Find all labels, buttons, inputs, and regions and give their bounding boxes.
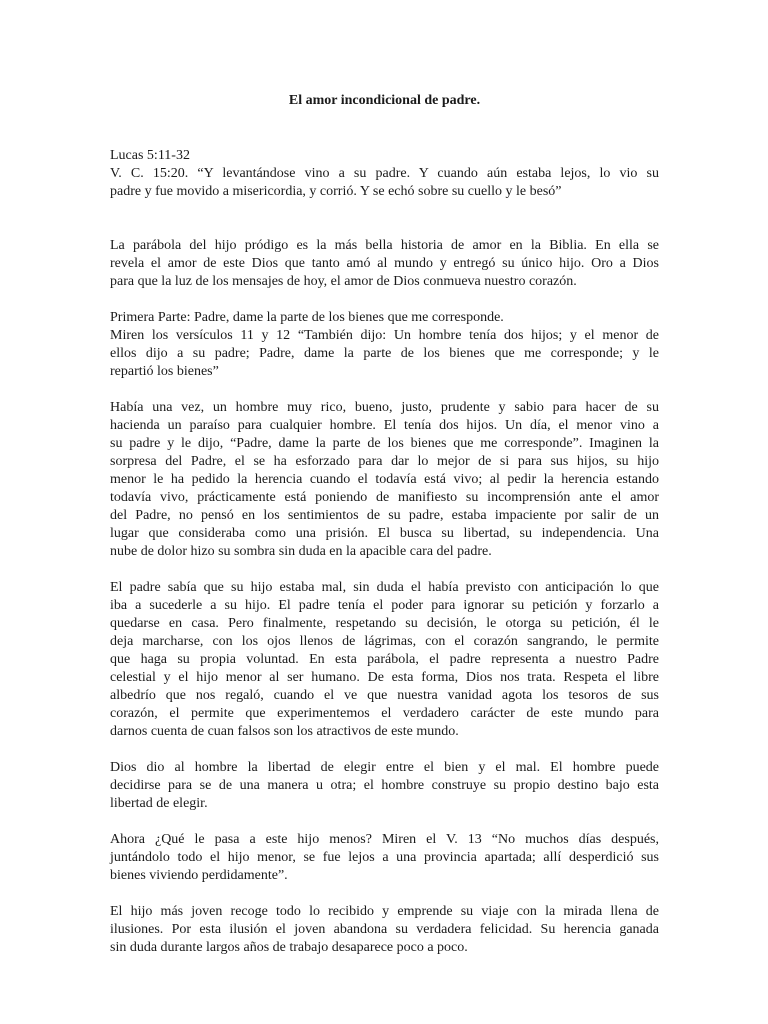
scripture-reference [110,147,659,165]
intro-line: La parábola del hijo pródigo es la más bella historia de amor en la Biblia. En ella se [110,238,659,253]
paragraph-2-line: El padre sabía que su hijo estaba mal, sin duda el había previsto con anticipación lo que [110,580,659,595]
document-page [110,92,659,957]
part-one-heading-line: Primera Parte: Padre, dame la parte de los bienes que me corresponde. [110,310,504,325]
paragraph-1-line: su padre y le dijo, “Padre, dame la parte de los bienes que me corresponde”. Imaginen la [110,436,659,451]
paragraph-5-line: sin duda durante largos años de trabajo desaparece poco a poco. [110,940,468,955]
verse-quote [110,165,659,201]
paragraph-1-line: hacienda un paraíso para cualquier hombre. El tenía dos hijos. Un día, el menor vino a [110,418,659,433]
paragraph-2-line: que haga su propia voluntad. En esta parábola, el padre representa a nuestro Padre [110,652,659,667]
part-one-verses-line: Miren los versículos 11 y 12 “También dijo: Un hombre tenía dos hijos; y el menor de [110,328,659,343]
paragraph-1-line: menor le ha pedido la herencia cuando el todavía está vivo; al pedir la herencia estando [110,472,659,487]
paragraph-3-line: decidirse para se de una manera u otra; el hombre construye su propio destino bajo esta [110,778,659,793]
paragraph-4-line: Ahora ¿Qué le pasa a este hijo menos? Miren el V. 13 “No muchos días después, [110,832,659,847]
paragraph-2-line: corazón, el permite que experimentemos el verdadero carácter de este mundo para [110,706,659,721]
verse-quote-line: V. C. 15:20. “Y levantándose vino a su padre. Y cuando aún estaba lejos, lo vio su [110,166,659,181]
intro-line: revela el amor de este Dios que tanto amó al mundo y entregó su único hijo. Oro a Dios [110,256,659,271]
paragraph-2-line: deja marcharse, con los ojos llenos de lágrimas, con el corazón sangrando, le permite [110,634,659,649]
part-one-heading [110,309,659,327]
paragraph-1-line: del Padre, no pensó en los sentimientos de su padre, estaba impaciente por salir de un [110,508,659,523]
intro-line: para que la luz de los mensajes de hoy, el amor de Dios conmueva nuestro corazón. [110,274,577,289]
part-one-verses [110,327,659,381]
paragraph-1-line: todavía vivo, prácticamente está poniendo de manifiesto su incomprensión ante el amor [110,490,659,505]
paragraph-2-line: celestial y el hijo menor al ser humano. De esta forma, Dios nos trata. Respeta el libre [110,670,659,685]
paragraph-4-line: bienes viviendo perdidamente”. [110,868,288,883]
paragraph-1-line: sorpresa del Padre, el se ha esforzado para dar lo mejor de si para sus hijos, su hijo [110,454,659,469]
paragraph-3-line: Dios dio al hombre la libertad de elegir entre el bien y el mal. El hombre puede [110,760,659,775]
paragraph-5 [110,903,659,957]
paragraph-2 [110,579,659,741]
paragraph-5-line: ilusiones. Por esta ilusión el joven abandona su verdadera felicidad. Su herencia ganada [110,922,659,937]
paragraph-5-line: El hijo más joven recoge todo lo recibido y emprende su viaje con la mirada llena de [110,904,659,919]
reference-line: Lucas 5:11-32 [110,148,190,163]
paragraph-1-line: Había una vez, un hombre muy rico, bueno, justo, prudente y sabio para hacer de su [110,400,659,415]
intro-paragraph [110,237,659,291]
paragraph-4 [110,831,659,885]
paragraph-2-line: darnos cuenta de cuan falsos son los atractivos de este mundo. [110,724,459,739]
part-one-verses-line: repartió los bienes” [110,364,219,379]
paragraph-4-line: juntándolo todo el hijo menor, se fue lejos a una provincia apartada; allí desperdició sus [110,850,659,865]
part-one-verses-line: ellos dijo a su padre; Padre, dame la parte de los bienes que me corresponde; y le [110,346,659,361]
paragraph-2-line: iba a sucederle a su hijo. El padre tenía el poder para ignorar su petición y forzarlo a [110,598,659,613]
document-title: El amor incondicional de padre. [288,93,481,108]
paragraph-1-line: nube de dolor hizo su sombra sin duda en la apacible cara del padre. [110,544,492,559]
paragraph-1 [110,399,659,561]
paragraph-2-line: albedrío que nos regaló, cuando el ve que nuestra vanidad agota los tesoros de sus [110,688,659,703]
paragraph-1-line: lugar que consideraba como una prisión. El busca su libertad, su independencia. Una [110,526,659,541]
paragraph-3 [110,759,659,813]
paragraph-2-line: quedarse en casa. Pero finalmente, respetando su decisión, le otorga su petición, él le [110,616,659,631]
verse-quote-line: padre y fue movido a misericordia, y corrió. Y se echó sobre su cuello y le besó” [110,184,562,199]
paragraph-3-line: libertad de elegir. [110,796,208,811]
